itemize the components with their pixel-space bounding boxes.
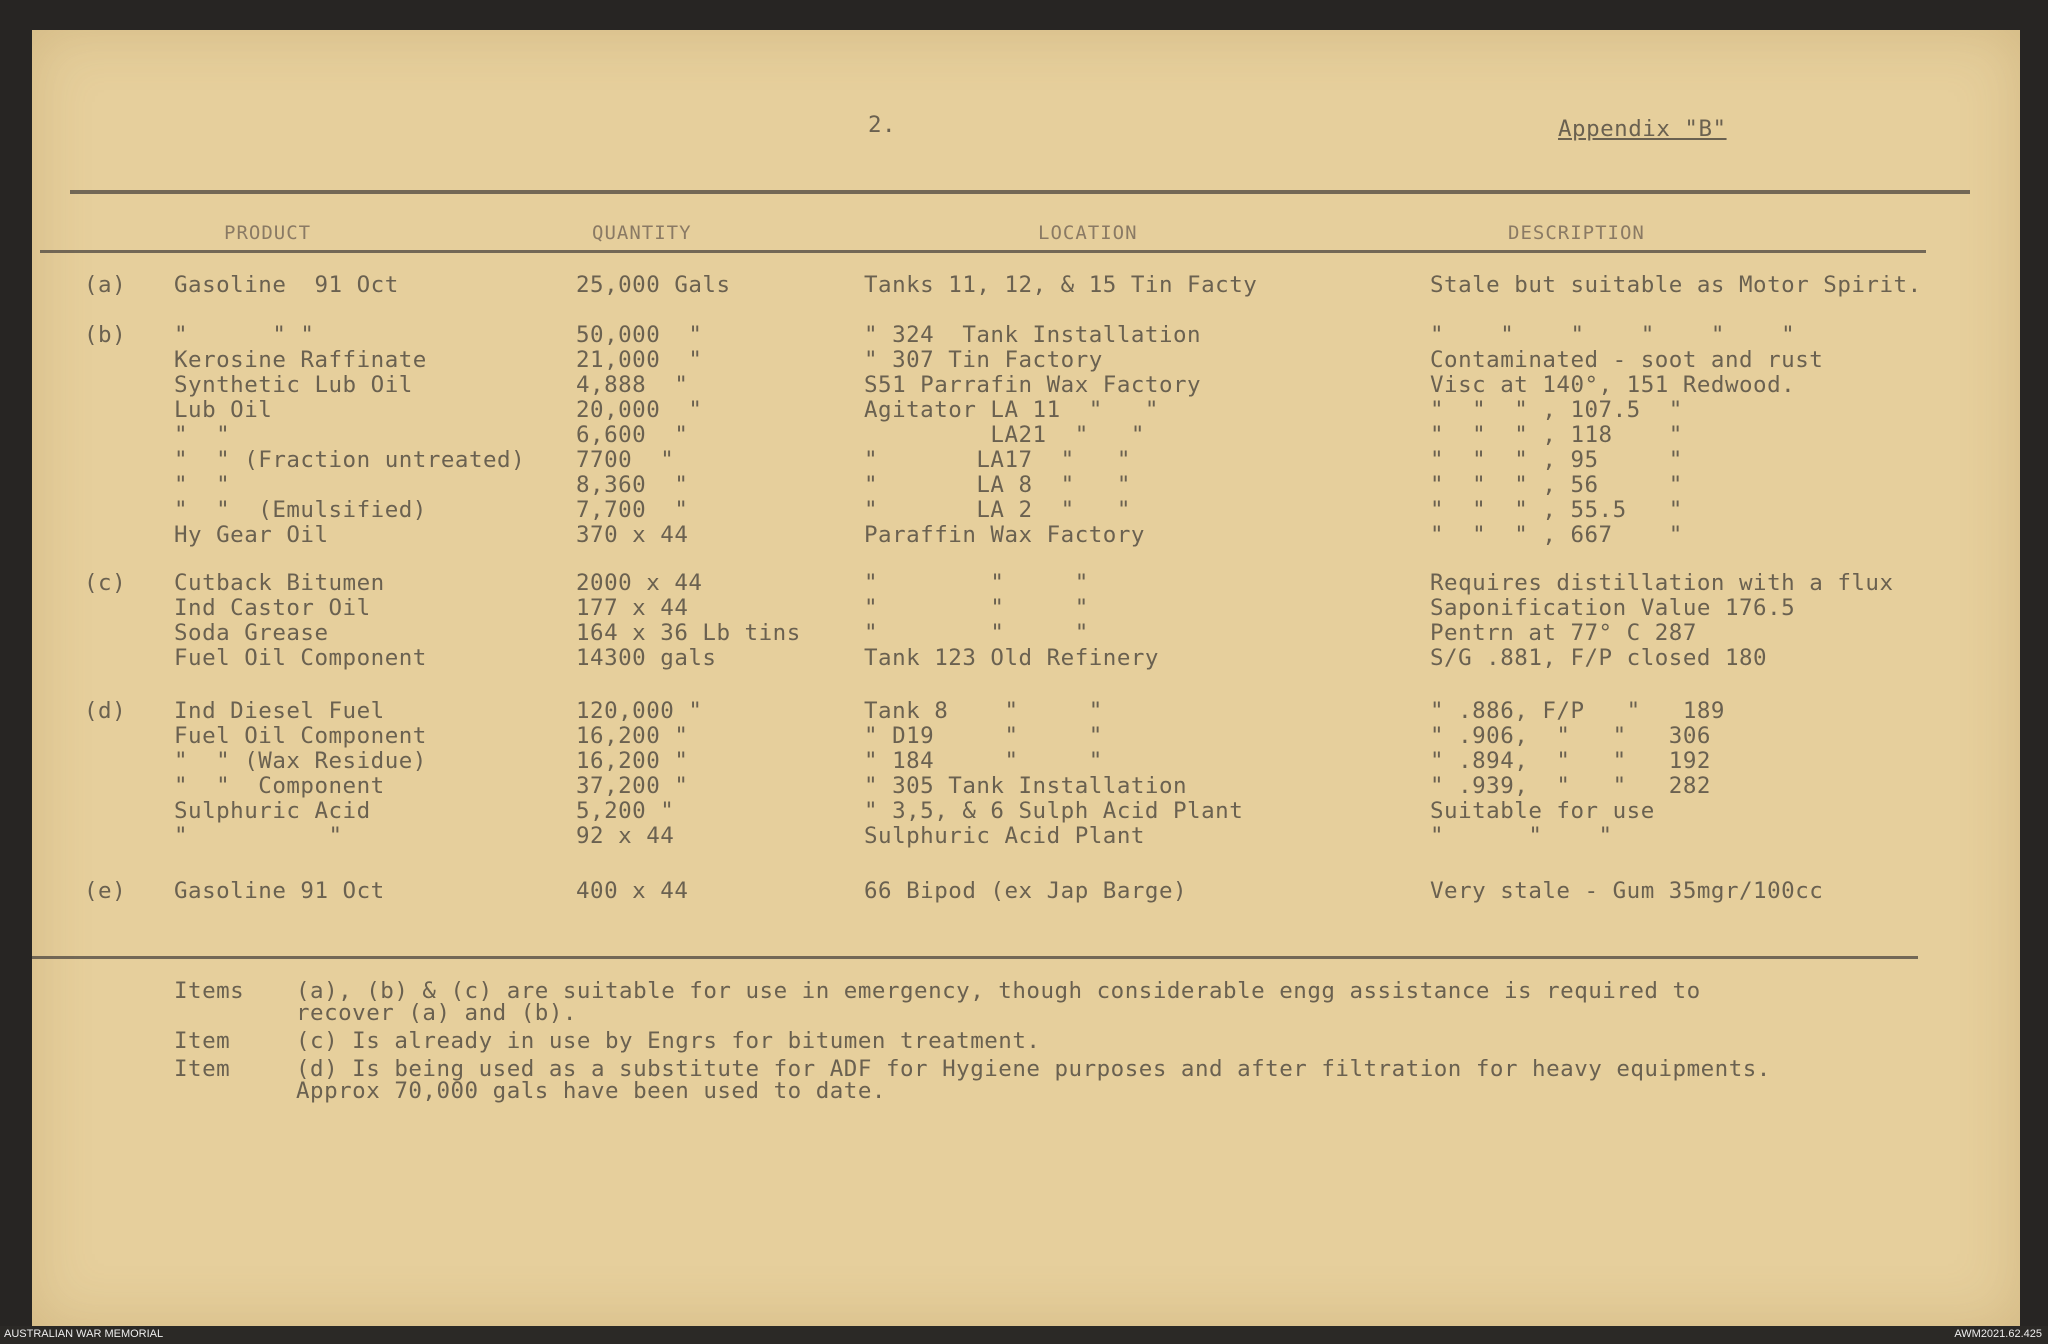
row-quantity: 25,000 Gals: [576, 272, 731, 298]
row-description: Stale but suitable as Motor Spirit.: [1430, 272, 1922, 298]
row-location: " " ": [864, 570, 1089, 596]
col-header-product: PRODUCT: [224, 222, 312, 244]
note-text: (a), (b) & (c) are suitable for use in emergency, though considerable engg assistance is required to: [296, 978, 1701, 1004]
col-header-description: DESCRIPTION: [1508, 222, 1645, 244]
row-quantity: 16,200 ": [576, 723, 689, 749]
row-description: Saponification Value 176.5: [1430, 595, 1796, 621]
row-description: " .906, " " 306: [1430, 723, 1711, 749]
row-product: Hy Gear Oil: [174, 522, 329, 548]
row-quantity: 37,200 ": [576, 773, 689, 799]
row-quantity: 5,200 ": [576, 798, 675, 824]
row-quantity: 400 x 44: [576, 878, 689, 904]
footer-right: AWM2021.62.425: [1954, 1328, 2042, 1340]
row-description: " " " , 118 ": [1430, 422, 1683, 448]
row-description: Contaminated - soot and rust: [1430, 347, 1824, 373]
row-quantity: 370 x 44: [576, 522, 689, 548]
row-product: " " (Emulsified): [174, 497, 427, 523]
row-product: Gasoline 91 Oct: [174, 878, 385, 904]
col-header-quantity: QUANTITY: [592, 222, 692, 244]
row-location: LA21 " ": [864, 422, 1145, 448]
note-head: Items: [174, 978, 245, 1004]
row-location: Tank 123 Old Refinery: [864, 645, 1159, 671]
note-text: (d) Is being used as a substitute for ADF for Hygiene purposes and after filtration for heavy equipments.: [296, 1056, 1771, 1082]
bottom-rule: [32, 956, 1918, 959]
row-location: Tank 8 " ": [864, 698, 1103, 724]
row-description: " .939, " " 282: [1430, 773, 1711, 799]
row-description: " " " , 56 ": [1430, 472, 1683, 498]
note-head: Item: [174, 1028, 231, 1054]
row-location: " 305 Tank Installation: [864, 773, 1188, 799]
row-product: " " (Fraction untreated): [174, 447, 526, 473]
row-quantity: 20,000 ": [576, 397, 703, 423]
document-page: [32, 30, 2020, 1326]
row-description: " " " , 55.5 ": [1430, 497, 1683, 523]
row-location: " D19 " ": [864, 723, 1103, 749]
row-description: Requires distillation with a flux: [1430, 570, 1894, 596]
row-product: Soda Grease: [174, 620, 329, 646]
col-header-location: LOCATION: [1038, 222, 1138, 244]
row-product: " ": [174, 823, 343, 849]
row-label: (d): [84, 698, 127, 724]
row-product: Lub Oil: [174, 397, 273, 423]
row-quantity: 4,888 ": [576, 372, 689, 398]
note-text: Approx 70,000 gals have been used to date.: [296, 1078, 886, 1104]
row-label: (e): [84, 878, 127, 904]
row-product: " ": [174, 472, 231, 498]
row-product: Sulphuric Acid: [174, 798, 371, 824]
row-quantity: 50,000 ": [576, 322, 703, 348]
row-description: Suitable for use: [1430, 798, 1655, 824]
row-label: (a): [84, 272, 127, 298]
row-location: " LA17 " ": [864, 447, 1131, 473]
row-location: Agitator LA 11 " ": [864, 397, 1159, 423]
row-location: " 3,5, & 6 Sulph Acid Plant: [864, 798, 1244, 824]
row-product: Ind Diesel Fuel: [174, 698, 385, 724]
row-location: " LA 8 " ": [864, 472, 1131, 498]
row-location: " LA 2 " ": [864, 497, 1131, 523]
row-product: Gasoline 91 Oct: [174, 272, 399, 298]
row-quantity: 164 x 36 Lb tins: [576, 620, 801, 646]
row-location: 66 Bipod (ex Jap Barge): [864, 878, 1188, 904]
row-description: Very stale - Gum 35mgr/100cc: [1430, 878, 1824, 904]
row-quantity: 7,700 ": [576, 497, 689, 523]
row-quantity: 8,360 ": [576, 472, 689, 498]
row-product: Fuel Oil Component: [174, 723, 427, 749]
row-quantity: 92 x 44: [576, 823, 675, 849]
row-description: Visc at 140°, 151 Redwood.: [1430, 372, 1796, 398]
row-description: " " " , 95 ": [1430, 447, 1683, 473]
note-head: Item: [174, 1056, 231, 1082]
row-product: Synthetic Lub Oil: [174, 372, 413, 398]
row-description: " .894, " " 192: [1430, 748, 1711, 774]
row-quantity: 6,600 ": [576, 422, 689, 448]
row-product: " " Component: [174, 773, 385, 799]
row-product: Cutback Bitumen: [174, 570, 385, 596]
row-description: Pentrn at 77° C 287: [1430, 620, 1697, 646]
row-quantity: 21,000 ": [576, 347, 703, 373]
header-rule: [40, 250, 1926, 253]
row-label: (b): [84, 322, 127, 348]
footer-left: AUSTRALIAN WAR MEMORIAL: [4, 1328, 164, 1340]
row-location: S51 Parrafin Wax Factory: [864, 372, 1202, 398]
row-location: Paraffin Wax Factory: [864, 522, 1145, 548]
row-quantity: 16,200 ": [576, 748, 689, 774]
row-location: " " ": [864, 620, 1089, 646]
row-quantity: 2000 x 44: [576, 570, 703, 596]
page-number: 2.: [868, 112, 897, 138]
row-quantity: 14300 gals: [576, 645, 717, 671]
row-location: " 307 Tin Factory: [864, 347, 1103, 373]
row-product: " " ": [174, 322, 315, 348]
row-location: " 324 Tank Installation: [864, 322, 1202, 348]
row-quantity: 177 x 44: [576, 595, 689, 621]
row-description: " " " " " ": [1430, 322, 1796, 348]
row-product: " ": [174, 422, 231, 448]
row-location: " 184 " ": [864, 748, 1103, 774]
row-description: " " " , 107.5 ": [1430, 397, 1683, 423]
row-description: " " " , 667 ": [1430, 522, 1683, 548]
row-location: " " ": [864, 595, 1089, 621]
row-quantity: 120,000 ": [576, 698, 703, 724]
row-description: " .886, F/P " 189: [1430, 698, 1725, 724]
row-location: Tanks 11, 12, & 15 Tin Facty: [864, 272, 1258, 298]
row-description: " " ": [1430, 823, 1613, 849]
row-location: Sulphuric Acid Plant: [864, 823, 1145, 849]
row-product: Ind Castor Oil: [174, 595, 371, 621]
note-text: recover (a) and (b).: [296, 1000, 577, 1026]
appendix-label: Appendix "B": [1558, 116, 1727, 142]
row-description: S/G .881, F/P closed 180: [1430, 645, 1768, 671]
note-text: (c) Is already in use by Engrs for bitumen treatment.: [296, 1028, 1041, 1054]
archive-footer: [0, 1326, 2048, 1344]
top-rule: [70, 190, 1970, 194]
row-product: " " (Wax Residue): [174, 748, 427, 774]
row-product: Fuel Oil Component: [174, 645, 427, 671]
row-product: Kerosine Raffinate: [174, 347, 427, 373]
row-quantity: 7700 ": [576, 447, 675, 473]
row-label: (c): [84, 570, 127, 596]
